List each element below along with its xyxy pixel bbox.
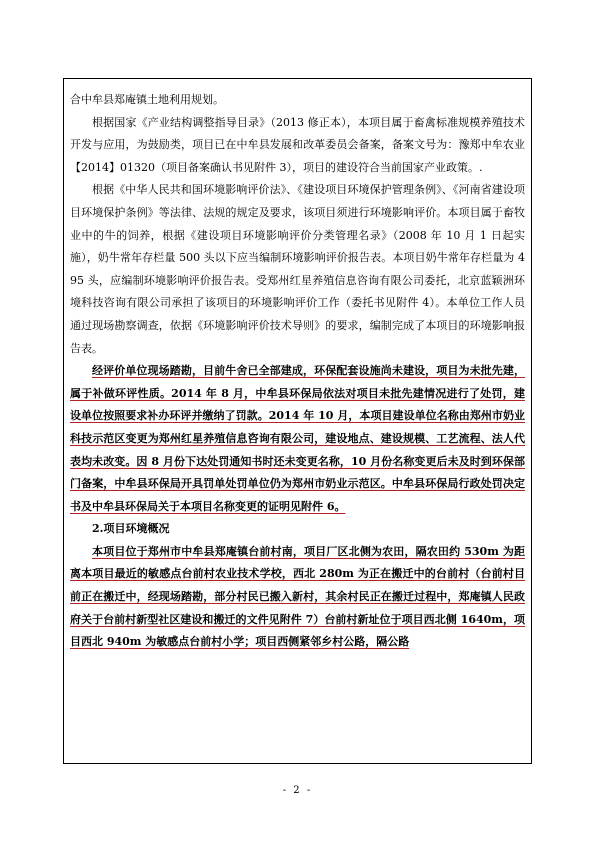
paragraph: 经评价单位现场踏勘，目前牛舍已全部建成，环保配套设施尚未建设，项目为未批先建，属于补做环评性质。2014 年 8 月，中牟县环保局依法对项目未批先建情况进行了处罚，建设单位按照要求补办环评并缴纳了罚款。2014 年 10 月，本项目建设单位名称由郑州市奶业科技示范区变更为郑州红星养殖信息咨询有限公司，建设地点、建设规模、工艺流程、法人代表均未改变。因 8 月份下达处罚通知书时还未变更名称，10 月份名称变更后未及时到环保部门备案，中牟县环保局开具罚单处罚单位仍为郑州市奶业示范区。中牟县环保局行政处罚决定书及中牟县环保局关于本项目名称变更的证明见附件 6。 [70,364,525,513]
paragraph: 根据国家《产业结构调整指导目录》（2013 修正本），本项目属于畜禽标准规模养殖技术开发与应用，为鼓励类，项目已在中牟县发展和改革委员会备案，备案文号为：豫郑中牟农业【2014】01320（项目备案确认书见附件 3），项目的建设符合当前国家产业政策。. [70,115,525,174]
paragraph: 本项目位于郑州市中牟县郑庵镇台前村南，项目厂区北侧为农田，隔农田约 530m 为距离本项目最近的敏感点台前村农业技术学校，西北 280m 为正在搬迁中的台前村（台前村目前正在搬迁中，经现场踏勘，部分村民已搬入新村，其余村民正在搬迁过程中，郑庵镇人民政府关于台前村新型社区建设和搬迁的文件见附件 7）台前村新址位于项目西北侧 1640m，项目西北 940m 为敏感点台前村小学；项目西侧紧邻乡村公路，隔公路 [70,544,525,649]
page-number: - 2 - [282,785,313,796]
section-heading: 2.项目环境概况 [92,522,170,536]
document-body [70,89,525,654]
paragraph: 合中牟县郑庵镇土地利用规划。 [70,93,224,106]
paragraph: 根据《中华人民共和国环境影响评价法》、《建设项目环境保护管理条例》、《河南省建设项目环境保护条例》等法律、法规的规定及要求，该项目须进行环境影响评价。本项目属于畜牧业中的牛的饲养，根据《建设项目环境影响评价分类管理名录》（2008 年 10 月 1 日起实施），奶牛常年存栏量 500 头以下应当编制环境影响评价报告表。本项目奶牛常年存栏量为 495 头，应编制环境影响评价报告表。受郑州红星养殖信息咨询有限公司委托，北京蓝颖洲环境科技咨询有限公司承担了该项目的环境影响评价工作（委托书见附件 4）。本单位工作人员通过现场勘察调查，依据《环境影响评价技术导则》的要求，编制完成了本项目的环境影响报告表。 [70,183,525,355]
content-frame [63,78,532,764]
